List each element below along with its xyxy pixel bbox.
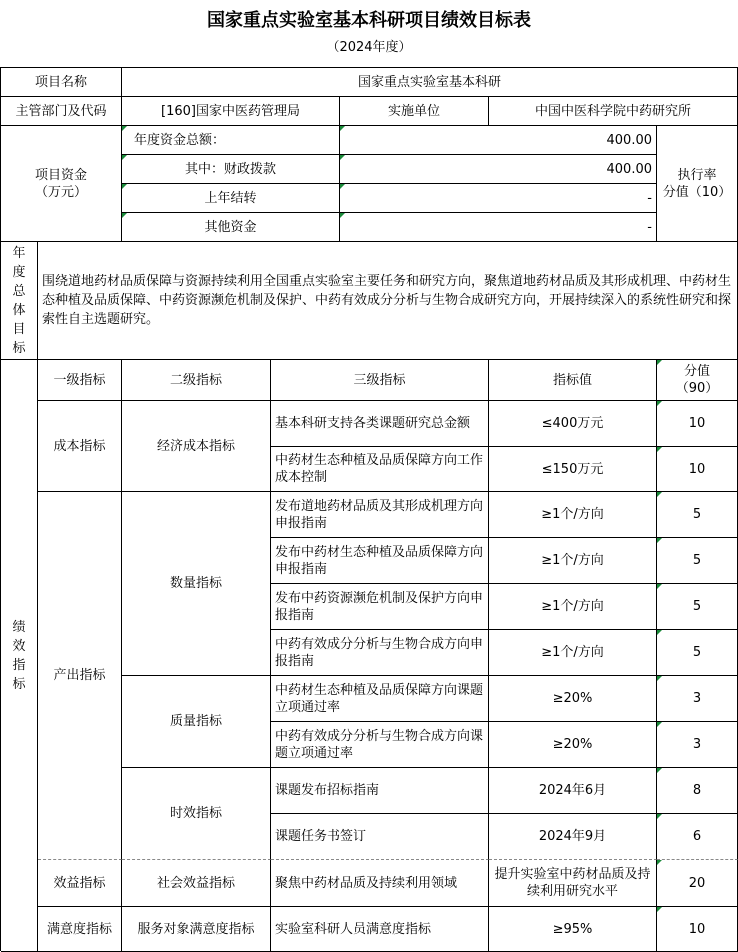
indicator-value: ≥1个/方向 (489, 584, 657, 630)
indicator-name: 发布道地药材品质及其形成机理方向申报指南 (271, 492, 489, 538)
indicator-name: 中药材生态种植及品质保障方向课题立项通过率 (271, 676, 489, 722)
header-level3: 三级指标 (271, 360, 489, 401)
goal-label-char: 体 (12, 302, 26, 318)
indicator-score: 3 (657, 676, 738, 722)
indicator-score: 5 (657, 630, 738, 676)
indicator-value: ≤150万元 (489, 447, 657, 492)
exec-rate-line2: 分值（10） (662, 184, 732, 200)
indicator-score: 5 (657, 492, 738, 538)
header-level2: 二级指标 (122, 360, 271, 401)
funds-label-line1: 项目资金 (34, 167, 87, 183)
funds-row-value: - (340, 213, 657, 242)
page-subtitle: （2024年度） (326, 40, 412, 55)
header-score-line2: （90） (675, 381, 719, 396)
level2-social-benefit: 社会效益指标 (122, 860, 271, 907)
funds-row-label: 年度资金总额： (122, 126, 340, 155)
indicator-value: 2024年9月 (489, 814, 657, 860)
indicator-value: ≤400万元 (489, 401, 657, 447)
level2-quality: 质量指标 (122, 676, 271, 768)
dept-value: [160]国家中医药管理局 (122, 97, 340, 126)
funds-label-line2: （万元） (34, 184, 87, 200)
goal-label-char: 标 (12, 340, 26, 356)
exec-rate-line1: 执行率 (677, 167, 717, 183)
indicator-score: 5 (657, 584, 738, 630)
dept-label: 主管部门及代码 (1, 97, 122, 126)
header-level1: 一级指标 (38, 360, 122, 401)
indicator-name: 发布中药材生态种植及品质保障方向申报指南 (271, 538, 489, 584)
annual-goal-text: 围绕道地药材品质保障与资源持续利用全国重点实验室主要任务和研究方向，聚焦道地药材品质及其形成机理、中药材生态种植及品质保障、中药资源濒危机制及保护、中药有效成分分析与生物合成研究方向，开展持续深入的系统性研究和探索性自主选题研究。 (38, 242, 738, 360)
goal-label-char: 年 (12, 245, 26, 261)
indicator-name: 实验室科研人员满意度指标 (271, 907, 489, 952)
indicator-score: 3 (657, 722, 738, 768)
indicator-score: 10 (657, 907, 738, 952)
indicator-name: 中药有效成分分析与生物合成方向申报指南 (271, 630, 489, 676)
indicator-score: 8 (657, 768, 738, 814)
indicator-value: ≥20% (489, 722, 657, 768)
level2-economic-cost: 经济成本指标 (122, 401, 271, 492)
level2-timeliness: 时效指标 (122, 768, 271, 860)
indicator-score: 10 (657, 401, 738, 447)
performance-table (0, 67, 738, 951)
funds-row-label: 其中：财政拨款 (122, 155, 340, 184)
indicator-score: 5 (657, 538, 738, 584)
exec-rate-label (657, 126, 738, 242)
indicator-name: 中药材生态种植及品质保障方向工作成本控制 (271, 447, 489, 492)
level1-benefit: 效益指标 (38, 860, 122, 907)
indicator-name: 课题发布招标指南 (271, 768, 489, 814)
page-title: 国家重点实验室基本科研项目绩效目标表 (207, 10, 531, 31)
indicator-value: 提升实验室中药材品质及持续利用研究水平 (489, 860, 657, 907)
project-name-label: 项目名称 (1, 68, 122, 97)
indicator-name: 中药有效成分分析与生物合成方向课题立项通过率 (271, 722, 489, 768)
funds-row-value: 400.00 (340, 155, 657, 184)
indicators-label-char: 指 (12, 657, 26, 673)
indicator-value: 2024年6月 (489, 768, 657, 814)
indicators-label (1, 360, 38, 952)
impl-value: 中国中医科学院中药研究所 (489, 97, 738, 126)
indicator-name: 基本科研支持各类课题研究总金额 (271, 401, 489, 447)
level1-satisfaction: 满意度指标 (38, 907, 122, 952)
indicator-name: 发布中药资源濒危机制及保护方向申报指南 (271, 584, 489, 630)
header-value: 指标值 (489, 360, 657, 401)
header-score (657, 360, 738, 401)
indicator-value: ≥20% (489, 676, 657, 722)
goal-label-char: 总 (12, 283, 26, 299)
funds-row-value: - (340, 184, 657, 213)
goal-label-char: 度 (12, 264, 26, 280)
indicator-value: ≥1个/方向 (489, 630, 657, 676)
indicators-label-char: 标 (12, 676, 26, 692)
project-name-value: 国家重点实验室基本科研 (122, 68, 738, 97)
funds-label (1, 126, 122, 242)
header-score-line1: 分值 (683, 364, 710, 379)
funds-row-label: 上年结转 (122, 184, 340, 213)
indicator-value: ≥1个/方向 (489, 538, 657, 584)
level2-service-satisfaction: 服务对象满意度指标 (122, 907, 271, 952)
indicator-score: 6 (657, 814, 738, 860)
indicator-score: 10 (657, 447, 738, 492)
indicator-value: ≥1个/方向 (489, 492, 657, 538)
goal-label-char: 目 (12, 321, 26, 337)
indicator-value: ≥95% (489, 907, 657, 952)
funds-row-value: 400.00 (340, 126, 657, 155)
indicators-label-char: 绩 (12, 619, 26, 635)
funds-row-label: 其他资金 (122, 213, 340, 242)
level1-cost: 成本指标 (38, 401, 122, 492)
indicator-name: 聚焦中药材品质及持续利用领域 (271, 860, 489, 907)
indicators-label-char: 效 (12, 638, 26, 654)
level2-quantity: 数量指标 (122, 492, 271, 676)
indicator-score: 20 (657, 860, 738, 907)
indicator-name: 课题任务书签订 (271, 814, 489, 860)
impl-label: 实施单位 (340, 97, 489, 126)
level1-output: 产出指标 (38, 492, 122, 860)
annual-goal-label (1, 242, 38, 360)
